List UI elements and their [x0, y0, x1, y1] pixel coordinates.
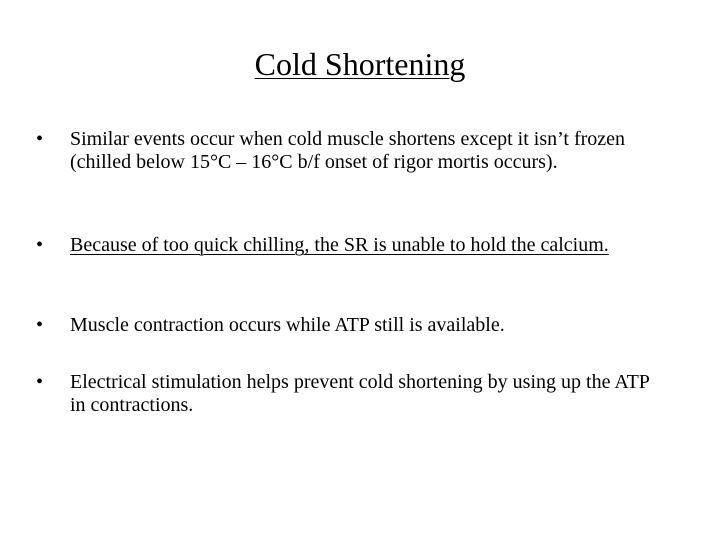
bullet-dot-icon: • [36, 314, 44, 336]
bullet-dot-icon: • [36, 234, 44, 256]
bullet-item [36, 314, 666, 337]
bullet-text: Electrical stimulation helps prevent cold shortening by using up the ATP in contractions. [70, 371, 650, 416]
slide-title: Cold Shortening [254, 46, 466, 82]
bullet-dot-icon: • [36, 371, 44, 393]
bullet-text: Similar events occur when cold muscle shortens except it isn’t frozen (chilled below 15°C – 16°C b/f onset of rigor mortis occurs). [70, 128, 626, 173]
bullet-text: Muscle contraction occurs while ATP still is available. [70, 314, 505, 336]
bullet-dot-icon: • [36, 128, 44, 150]
bullet-item [36, 234, 666, 257]
bullet-item [36, 128, 666, 174]
bullet-item [36, 371, 666, 417]
bullet-text-underlined: Because of too quick chilling, the SR is unable to hold the calcium. [70, 234, 609, 256]
